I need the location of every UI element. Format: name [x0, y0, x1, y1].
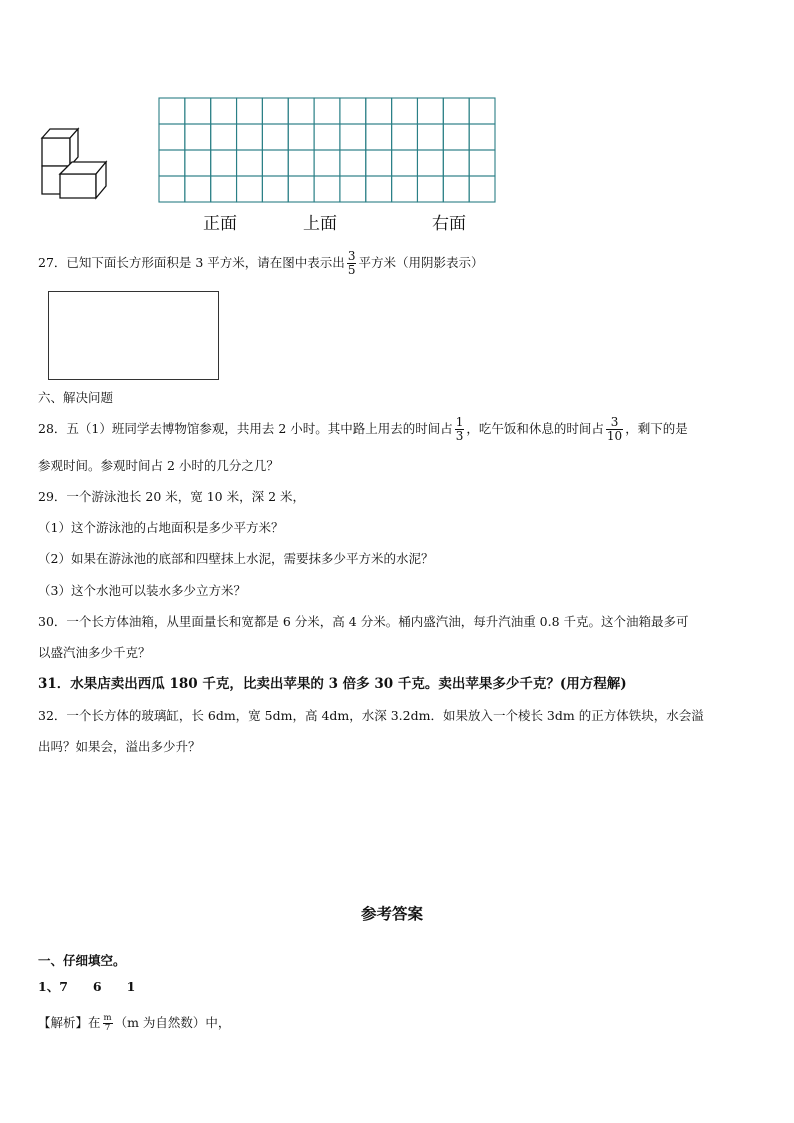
grid-cell [237, 150, 263, 176]
grid-cell [469, 98, 495, 124]
grid-cell [211, 176, 237, 202]
question-27 [38, 248, 483, 278]
grid-cell [314, 124, 340, 150]
answer-1: 1、7 6 1 [38, 979, 136, 994]
q27-frac-num: 3 [347, 249, 356, 263]
q28-fraction-1 [455, 416, 465, 443]
grid-cell [443, 124, 469, 150]
question-28-line1 [38, 412, 688, 446]
grid-cell [417, 98, 443, 124]
label-front: 正面 [203, 214, 237, 234]
analysis-suffix: （m 为自然数）中， [114, 1015, 231, 1030]
grid-cell [366, 124, 392, 150]
q28-f2-den: 10 [606, 429, 623, 443]
analysis-prefix: 【解析】在 [38, 1015, 101, 1030]
q28-f1-num: 1 [455, 415, 464, 429]
answers-section-1: 一、仔细填空。 [38, 953, 126, 968]
grid-cell [469, 176, 495, 202]
grid-cell [314, 176, 340, 202]
grid-cell [288, 124, 314, 150]
cube-stack-figure [38, 124, 110, 200]
label-top: 上面 [303, 214, 337, 234]
grid-cell [262, 124, 288, 150]
grid-cell [417, 150, 443, 176]
grid-cell [314, 150, 340, 176]
grid-cell [417, 176, 443, 202]
grid-cell [469, 124, 495, 150]
grid-cell [443, 150, 469, 176]
grid-cell [159, 98, 185, 124]
grid-cell [469, 150, 495, 176]
grid-cell [392, 176, 418, 202]
q28-part3: ，剩下的是 [625, 421, 688, 436]
grid-cell [443, 176, 469, 202]
grid-cell [366, 98, 392, 124]
grid-cell [340, 124, 366, 150]
grid-cell [185, 150, 211, 176]
label-right: 右面 [432, 214, 466, 234]
square-grid [157, 97, 497, 203]
question-29-sub2: （2）如果在游泳池的底部和四壁抹上水泥，需要抹多少平方米的水泥？ [38, 551, 434, 566]
question-32-line1: 32．一个长方体的玻璃缸，长 6dm，宽 5dm，高 4dm，水深 3.2dm．如果放入一个棱长 3dm 的正方体铁块，水会溢 [38, 708, 704, 723]
grid-cell [211, 124, 237, 150]
grid-cell [392, 150, 418, 176]
question-32-line2: 出吗？如果会，溢出多少升？ [38, 739, 201, 754]
grid-cell [185, 176, 211, 202]
question-30-line2: 以盛汽油多少千克？ [38, 645, 151, 660]
grid-cell [185, 98, 211, 124]
question-29-sub3: （3）这个水池可以装水多少立方米？ [38, 583, 246, 598]
q27-fraction [347, 250, 357, 277]
rectangle-figure [48, 291, 219, 380]
grid-cell [185, 124, 211, 150]
q27-suffix: 平方米（用阴影表示） [358, 255, 484, 270]
grid-cell [288, 176, 314, 202]
grid-cell [237, 124, 263, 150]
grid-cell [392, 124, 418, 150]
grid-cell [159, 176, 185, 202]
analysis-frac-den: 7 [104, 1023, 111, 1033]
grid-cell [211, 150, 237, 176]
question-29-sub1: （1）这个游泳池的占地面积是多少平方米？ [38, 520, 284, 535]
grid-cell [262, 98, 288, 124]
grid-cell [340, 98, 366, 124]
grid-cell [314, 98, 340, 124]
q28-part1: 28．五（1）班同学去博物馆参观，共用去 2 小时。其中路上用去的时间占 [38, 421, 453, 436]
grid-cell [237, 176, 263, 202]
question-31: 31．水果店卖出西瓜 180 千克，比卖出苹果的 3 倍多 30 千克。卖出苹果多少千克？(用方程解) [38, 676, 627, 692]
analysis-fraction [103, 1014, 113, 1033]
grid-cell [237, 98, 263, 124]
q27-frac-den: 5 [347, 263, 356, 277]
grid-cell [417, 124, 443, 150]
grid-cell [392, 98, 418, 124]
grid-cell [340, 150, 366, 176]
q27-prefix: 27．已知下面长方形面积是 3 平方米，请在图中表示出 [38, 255, 345, 270]
grid-cell [443, 98, 469, 124]
grid-cell [159, 150, 185, 176]
grid-cell [262, 150, 288, 176]
grid-cell [211, 98, 237, 124]
q28-part2: ，吃午饭和休息的时间占 [466, 421, 604, 436]
grid-cell [262, 176, 288, 202]
q28-f2-num: 3 [606, 416, 623, 430]
question-29: 29．一个游泳池长 20 米，宽 10 米，深 2 米， [38, 489, 306, 504]
q28-fraction-2 [606, 416, 623, 443]
question-30-line1: 30．一个长方体油箱，从里面量长和宽都是 6 分米，高 4 分米。桶内盛汽油，每升汽油重 0.8 千克。这个油箱最多可 [38, 614, 689, 629]
section-6-heading: 六、解决问题 [38, 390, 114, 405]
q28-f1-den: 3 [455, 429, 464, 443]
question-28-line2: 参观时间。参观时间占 2 小时的几分之几？ [38, 458, 279, 473]
grid-cell [340, 176, 366, 202]
grid-cell [288, 150, 314, 176]
grid-cell [366, 176, 392, 202]
grid-cell [159, 124, 185, 150]
grid-cell [366, 150, 392, 176]
answers-title: 参考答案 [361, 905, 424, 923]
answer-1-analysis [38, 1010, 230, 1036]
grid-cell [288, 98, 314, 124]
analysis-frac-num: m [103, 1013, 112, 1023]
